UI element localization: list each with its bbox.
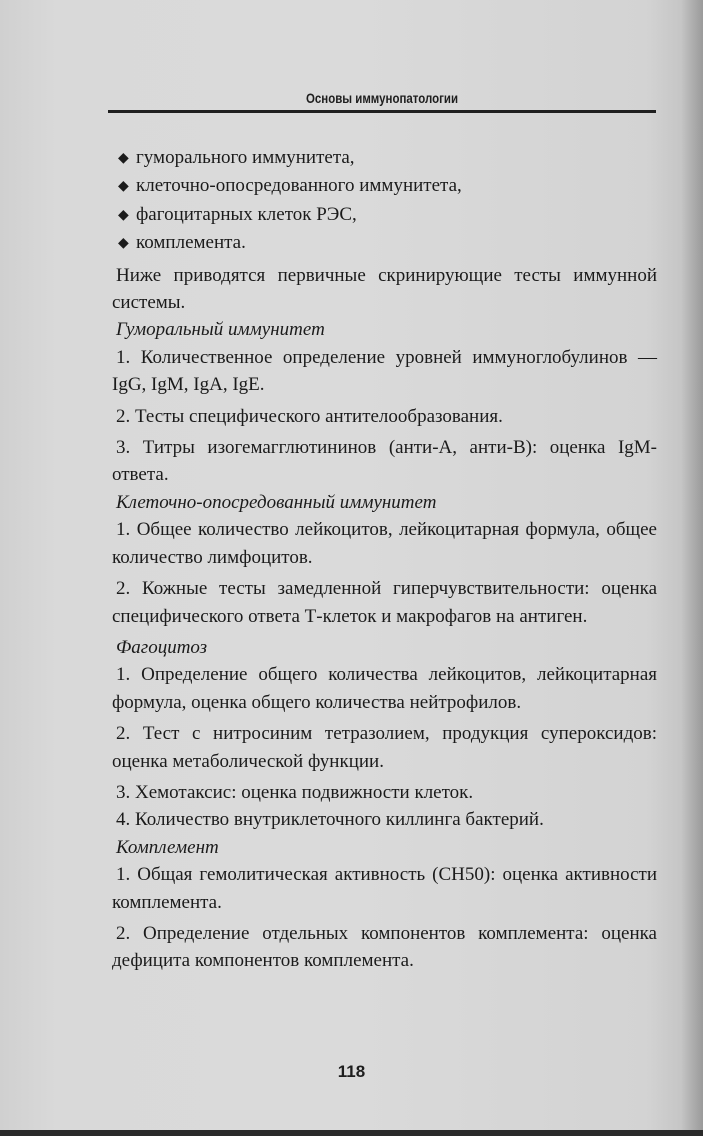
bullet-item-text: комплемента. xyxy=(136,232,246,254)
test-item: 1. Общая гемолитическая активность (CH50): оценка активности комплемента. xyxy=(112,864,657,913)
diamond-bullet-icon: ◆ xyxy=(118,179,129,195)
page-bottom-edge xyxy=(0,1130,703,1136)
diamond-bullet-icon: ◆ xyxy=(118,207,129,223)
test-item: 4. Количество внутриклеточного киллинга бактерий. xyxy=(116,809,544,831)
intro-paragraph: Ниже приводятся первичные скринирующие тесты иммунной системы. xyxy=(112,264,657,314)
test-item: 2. Определение отдельных компонентов комплемента: оценка дефицита компонентов комплемента. xyxy=(112,922,657,972)
running-header xyxy=(108,88,656,113)
bullet-item xyxy=(112,172,657,200)
bullet-item-text: гуморального иммунитета, xyxy=(136,147,355,168)
test-item: 2. Тест с нитросиним тетразолием, продукция супероксидов: оценка метаболической функции. xyxy=(112,723,657,772)
test-item: 1. Количественное определение уровней иммуноглобулинов — IgG, IgM, IgA, IgE. xyxy=(112,346,657,396)
section-heading-cellular: Клеточно-опосредованный иммунитет xyxy=(116,491,437,513)
test-item: 1. Общее количество лейкоцитов, лейкоцитарная формула, общее количество лимфоцитов. xyxy=(112,519,657,568)
running-header-title: Основы иммунопатологии xyxy=(305,90,459,106)
test-item: 2. Тесты специфического антителообразования. xyxy=(116,405,503,427)
bullet-item-text: клеточно-опосредованного иммунитета, xyxy=(136,175,462,197)
section-heading-phagocytosis: Фагоцитоз xyxy=(116,636,208,658)
bullet-item xyxy=(112,201,657,229)
test-item: 3. Хемотаксис: оценка подвижности клеток. xyxy=(116,781,474,803)
test-item: 1. Определение общего количества лейкоцитов, лейкоцитарная формула, оценка общего количества нейтрофилов. xyxy=(112,664,657,713)
page-body xyxy=(112,144,657,975)
page-number: 118 xyxy=(337,1062,366,1081)
page-gutter-shadow xyxy=(681,0,703,1136)
test-item: 2. Кожные тесты замедленной гиперчувствительности: оценка специфического ответа Т-клеток и макрофагов на антиген. xyxy=(112,578,657,627)
diamond-bullet-icon: ◆ xyxy=(118,151,129,166)
section-heading-complement: Комплемент xyxy=(116,836,219,858)
section-heading-humoral: Гуморальный иммунитет xyxy=(116,319,325,341)
test-item: 3. Титры изогемагглютининов (анти-А, анти-В): оценка IgM-ответа. xyxy=(112,437,657,486)
bullet-item-text: фагоцитарных клеток РЭС, xyxy=(136,203,357,225)
bullet-item xyxy=(112,144,657,172)
bullet-item xyxy=(112,229,657,257)
diamond-bullet-icon: ◆ xyxy=(118,236,129,252)
